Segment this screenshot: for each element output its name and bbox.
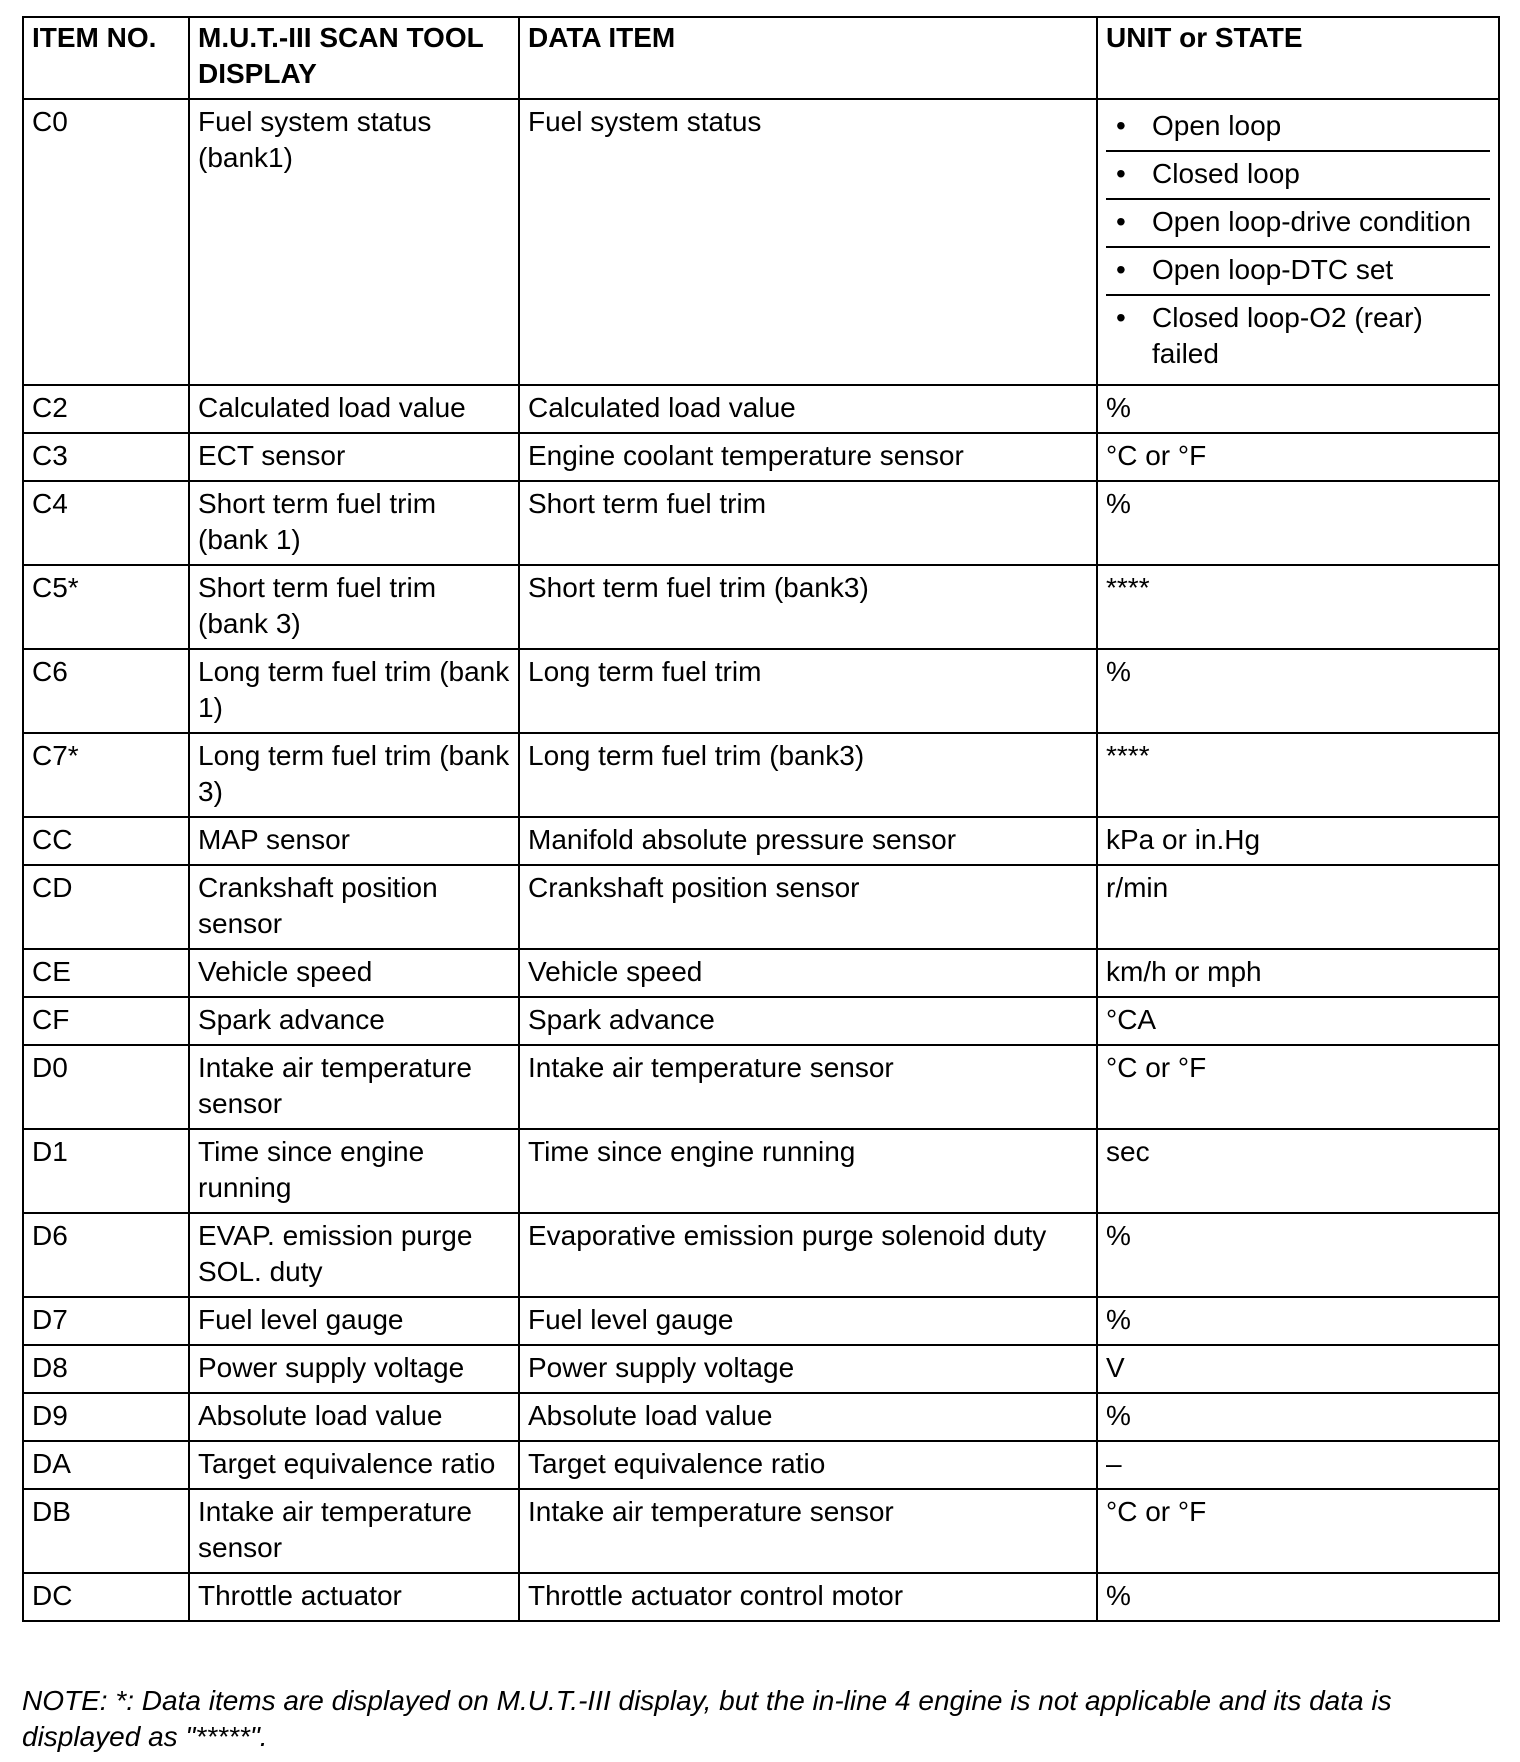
display-cell: Crankshaft position sensor [189, 865, 519, 949]
display-cell: Power supply voltage [189, 1345, 519, 1393]
item-no-cell: C2 [23, 385, 189, 433]
table-row [23, 865, 1499, 949]
item-no-cell: C7* [23, 733, 189, 817]
table-row [23, 949, 1499, 997]
display-cell: Fuel level gauge [189, 1297, 519, 1345]
display-cell: Calculated load value [189, 385, 519, 433]
footnote: NOTE: *: Data items are displayed on M.U.T.-III display, but the in-line 4 engine is not applicable and its data is displayed as "*****". [22, 1685, 1392, 1752]
unit-cell: r/min [1097, 865, 1499, 949]
data-item-cell: Short term fuel trim [519, 481, 1097, 565]
item-no-cell: DB [23, 1489, 189, 1573]
item-no-cell: D6 [23, 1213, 189, 1297]
state-option [1106, 296, 1490, 378]
display-cell: Intake air temperature sensor [189, 1045, 519, 1129]
display-cell: Short term fuel trim (bank 1) [189, 481, 519, 565]
bullet-icon: • [1116, 302, 1126, 333]
table-row [23, 1045, 1499, 1129]
data-item-cell: Fuel level gauge [519, 1297, 1097, 1345]
data-item-cell: Calculated load value [519, 385, 1097, 433]
data-item-cell: Fuel system status [519, 99, 1097, 385]
display-cell: Spark advance [189, 997, 519, 1045]
table-row-c0 [23, 99, 1499, 385]
data-item-cell: Short term fuel trim (bank3) [519, 565, 1097, 649]
unit-cell: % [1097, 1297, 1499, 1345]
state-option [1106, 104, 1490, 152]
display-cell: Short term fuel trim (bank 3) [189, 565, 519, 649]
state-label: Open loop-DTC set [1152, 254, 1394, 285]
state-option [1106, 152, 1490, 200]
state-label: Open loop-drive condition [1152, 206, 1472, 237]
data-item-cell: Evaporative emission purge solenoid duty [519, 1213, 1097, 1297]
state-label: Closed loop [1152, 158, 1300, 189]
data-item-cell: Long term fuel trim (bank3) [519, 733, 1097, 817]
item-no-cell: CE [23, 949, 189, 997]
display-cell: Throttle actuator [189, 1573, 519, 1621]
data-item-cell: Engine coolant temperature sensor [519, 433, 1097, 481]
header-unit-or-state: UNIT or STATE [1097, 17, 1499, 99]
header-data-item: DATA ITEM [519, 17, 1097, 99]
display-cell: Vehicle speed [189, 949, 519, 997]
unit-cell: % [1097, 481, 1499, 565]
unit-cell: % [1097, 1213, 1499, 1297]
item-no-cell: D1 [23, 1129, 189, 1213]
state-list-cell [1097, 99, 1499, 385]
unit-cell: – [1097, 1441, 1499, 1489]
unit-cell: % [1097, 385, 1499, 433]
unit-cell: V [1097, 1345, 1499, 1393]
unit-cell: °CA [1097, 997, 1499, 1045]
display-cell: ECT sensor [189, 433, 519, 481]
unit-cell: % [1097, 1573, 1499, 1621]
table-row [23, 1345, 1499, 1393]
bullet-icon: • [1116, 110, 1126, 141]
state-option [1106, 200, 1490, 248]
item-no-cell: C6 [23, 649, 189, 733]
item-no-cell: CC [23, 817, 189, 865]
unit-cell: °C or °F [1097, 1489, 1499, 1573]
data-item-cell: Vehicle speed [519, 949, 1097, 997]
table-row [23, 1573, 1499, 1621]
data-item-cell: Manifold absolute pressure sensor [519, 817, 1097, 865]
unit-cell: km/h or mph [1097, 949, 1499, 997]
unit-cell: °C or °F [1097, 1045, 1499, 1129]
data-item-cell: Spark advance [519, 997, 1097, 1045]
table-row [23, 733, 1499, 817]
item-no-cell: D8 [23, 1345, 189, 1393]
unit-cell: % [1097, 649, 1499, 733]
table-row [23, 1129, 1499, 1213]
unit-cell: % [1097, 1393, 1499, 1441]
header-row [23, 17, 1499, 99]
data-list-table [22, 16, 1500, 1622]
display-cell: Long term fuel trim (bank 1) [189, 649, 519, 733]
item-no-cell: CD [23, 865, 189, 949]
header-item-no: ITEM NO. [23, 17, 189, 99]
state-label: Open loop [1152, 110, 1282, 141]
item-no-cell: D9 [23, 1393, 189, 1441]
data-item-cell: Power supply voltage [519, 1345, 1097, 1393]
display-cell: Time since engine running [189, 1129, 519, 1213]
item-no-cell: DC [23, 1573, 189, 1621]
item-no-cell: D0 [23, 1045, 189, 1129]
display-cell: Absolute load value [189, 1393, 519, 1441]
unit-cell: **** [1097, 733, 1499, 817]
item-no-cell: C0 [23, 99, 189, 385]
table-row [23, 997, 1499, 1045]
item-no-cell: D7 [23, 1297, 189, 1345]
table-row [23, 649, 1499, 733]
display-cell: Fuel system status (bank1) [189, 99, 519, 385]
table-row [23, 1489, 1499, 1573]
bullet-icon: • [1116, 254, 1126, 285]
display-cell: Target equivalence ratio [189, 1441, 519, 1489]
data-item-cell: Time since engine running [519, 1129, 1097, 1213]
state-label: Closed loop-O2 (rear) failed [1152, 302, 1423, 369]
data-item-cell: Intake air temperature sensor [519, 1489, 1097, 1573]
table-row [23, 1297, 1499, 1345]
table-row [23, 1441, 1499, 1489]
table-row [23, 433, 1499, 481]
table-row [23, 565, 1499, 649]
bullet-icon: • [1116, 158, 1126, 189]
table-row [23, 385, 1499, 433]
item-no-cell: C3 [23, 433, 189, 481]
item-no-cell: DA [23, 1441, 189, 1489]
table-row [23, 1393, 1499, 1441]
item-no-cell: C5* [23, 565, 189, 649]
data-item-cell: Crankshaft position sensor [519, 865, 1097, 949]
bullet-icon: • [1116, 206, 1126, 237]
display-cell: EVAP. emission purge SOL. duty [189, 1213, 519, 1297]
header-scan-tool-display: M.U.T.-III SCAN TOOL DISPLAY [189, 17, 519, 99]
item-no-cell: C4 [23, 481, 189, 565]
data-item-cell: Throttle actuator control motor [519, 1573, 1097, 1621]
table-row [23, 481, 1499, 565]
display-cell: Long term fuel trim (bank 3) [189, 733, 519, 817]
data-item-cell: Target equivalence ratio [519, 1441, 1097, 1489]
display-cell: Intake air temperature sensor [189, 1489, 519, 1573]
unit-cell: **** [1097, 565, 1499, 649]
table-row [23, 1213, 1499, 1297]
data-item-cell: Absolute load value [519, 1393, 1097, 1441]
unit-cell: sec [1097, 1129, 1499, 1213]
state-option [1106, 248, 1490, 296]
unit-cell: °C or °F [1097, 433, 1499, 481]
data-item-cell: Long term fuel trim [519, 649, 1097, 733]
table-row [23, 817, 1499, 865]
display-cell: MAP sensor [189, 817, 519, 865]
data-item-cell: Intake air temperature sensor [519, 1045, 1097, 1129]
unit-cell: kPa or in.Hg [1097, 817, 1499, 865]
item-no-cell: CF [23, 997, 189, 1045]
